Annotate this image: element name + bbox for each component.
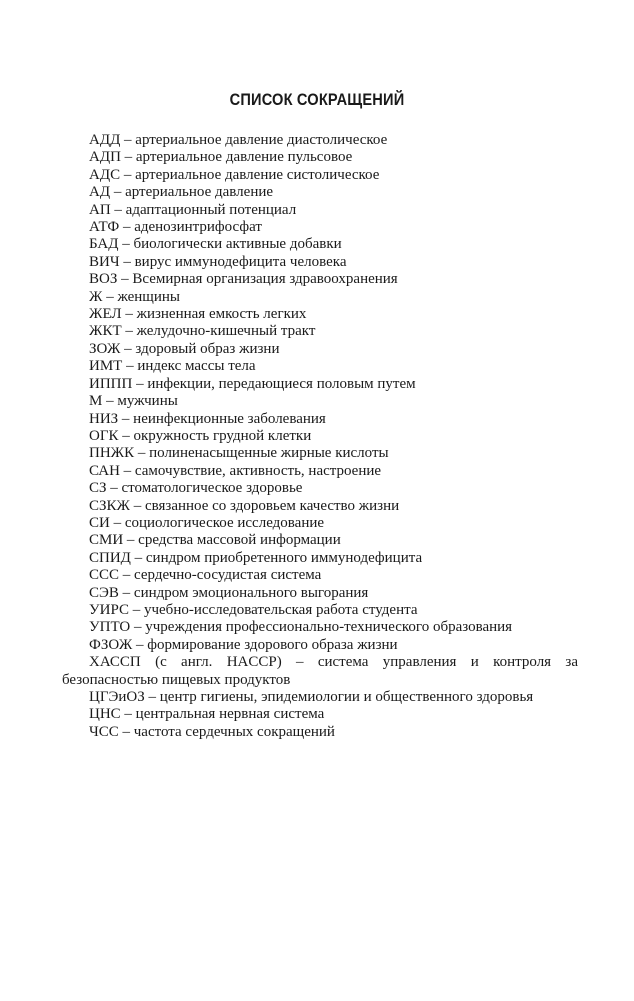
- abbreviation-entry: БАД – биологически активные добавки: [89, 236, 342, 253]
- abbreviation-entry: ЗОЖ – здоровый образ жизни: [89, 340, 280, 357]
- abbreviation-entry: ЦНС – центральная нервная система: [89, 706, 325, 723]
- abbreviation-entry: АДД – артериальное давление диастолическое: [89, 132, 388, 148]
- abbreviation-entry: СМИ – средства массовой информации: [89, 532, 341, 549]
- abbreviation-entry: НИЗ – неинфекционные заболевания: [89, 410, 326, 427]
- abbreviation-entry: ЖКТ – желудочно-кишечный тракт: [89, 323, 316, 340]
- abbreviation-entry: ВИЧ – вирус иммунодефицита человека: [89, 253, 347, 270]
- abbreviation-entry: ПНЖК – полиненасыщенные жирные кислоты: [89, 445, 389, 462]
- abbreviation-entry: ИППП – инфекции, передающиеся половым путем: [89, 375, 416, 392]
- abbreviation-entry: М – мужчины: [89, 393, 178, 410]
- abbreviation-entry: ЖЕЛ – жизненная емкость легких: [89, 306, 307, 323]
- abbreviation-entry: АП – адаптационный потенциал: [89, 201, 297, 218]
- abbreviation-entry: АДС – артериальное давление систолическое: [89, 166, 380, 183]
- abbreviation-entry: ФЗОЖ – формирование здорового образа жизни: [89, 636, 398, 653]
- abbreviation-entry: ЦГЭиОЗ – центр гигиены, эпидемиологии и общественного здоровья: [89, 689, 534, 705]
- abbreviation-entry: АТФ – аденозинтрифосфат: [89, 219, 262, 236]
- abbreviation-entry: ИМТ – индекс массы тела: [89, 358, 256, 375]
- abbreviation-entry: СЭВ – синдром эмоционального выгорания: [89, 584, 369, 601]
- abbreviation-entry: АД – артериальное давление: [89, 184, 274, 201]
- abbreviation-entry: ОГК – окружность грудной клетки: [89, 427, 312, 444]
- abbreviation-entry: УИРС – учебно-исследовательская работа студента: [89, 601, 418, 618]
- abbreviation-entry: АДП – артериальное давление пульсовое: [89, 149, 353, 166]
- abbreviation-entry: ЧСС – частота сердечных сокращений: [89, 723, 335, 740]
- abbreviation-entry: СЗКЖ – связанное со здоровьем качество жизни: [89, 497, 400, 514]
- page-title: СПИСОК СОКРАЩЕНИЙ: [229, 90, 405, 109]
- abbreviation-entry: ССС – сердечно-сосудистая система: [89, 567, 322, 584]
- abbreviation-list: [62, 132, 578, 741]
- abbreviation-entry: ВОЗ – Всемирная организация здравоохранения: [89, 271, 398, 288]
- abbreviation-entry: СЗ – стоматологическое здоровье: [89, 480, 303, 497]
- abbreviation-entry: САН – самочувствие, активность, настроение: [89, 462, 382, 479]
- abbreviation-entry: СПИД – синдром приобретенного иммунодефицита: [89, 549, 423, 566]
- abbreviation-entry: СИ – социологическое исследование: [89, 514, 325, 531]
- abbreviation-entry: Ж – женщины: [89, 288, 180, 305]
- abbreviation-entry: ХАССП (с англ. HACCP) – система управления и контроля за безопасностью пищевых продуктов: [62, 654, 578, 688]
- abbreviation-entry: УПТО – учреждения профессионально-технического образования: [89, 619, 513, 636]
